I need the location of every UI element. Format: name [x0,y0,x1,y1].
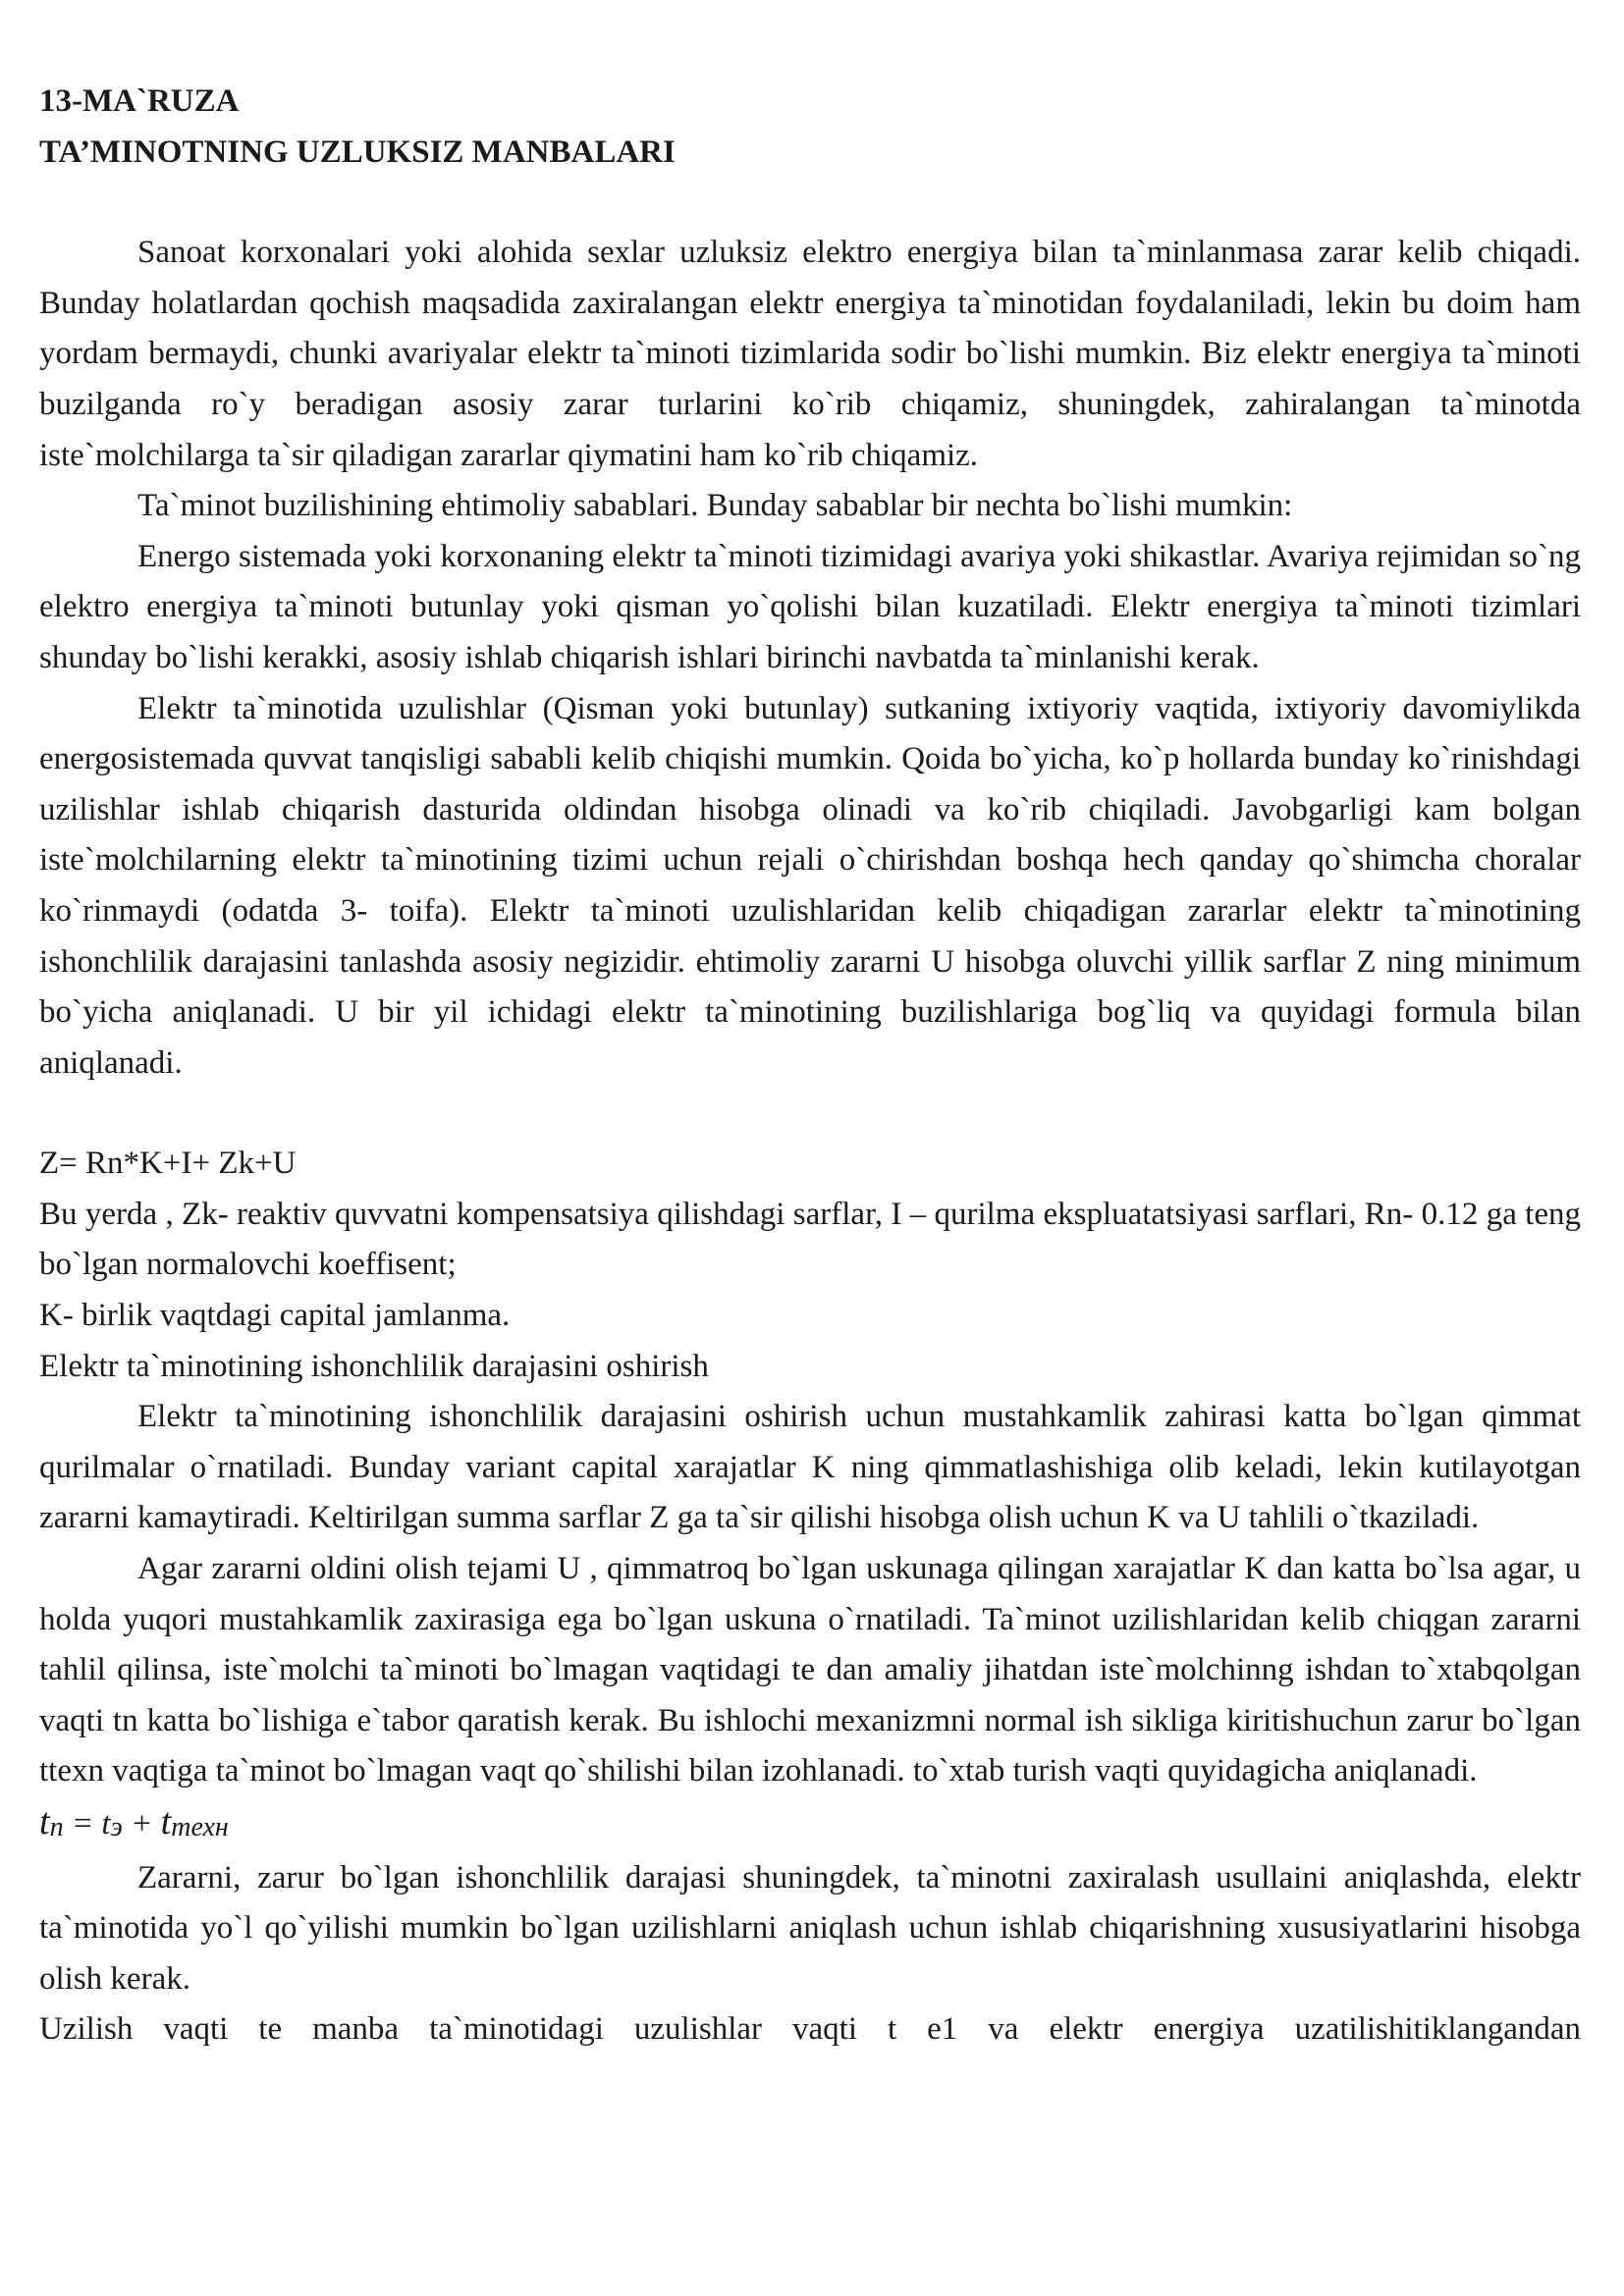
paragraph-interruption-time: Uzilish vaqti te manba ta`minotidagi uzulishlar vaqti t e1 va elektr energiya uzatilishitiklangandan [39,2011,1581,2048]
lecture-number: 13-MA`RUZA [39,83,240,119]
paragraph-savings: Agar zararni oldini olish tejami U , qimmatroq bo`lgan uskunaga qilingan xarajatlar K dan katta bo`lsa agar, u holda yuqori mustahkamlik zaxirasiga ega bo`lgan uskuna o`rnatiladi. Ta`minot uzilishlaridan kelib chiqgan zararni tahlil qilinsa, iste`molchi ta`minoti bo`lmagan vaqtidagi te dan amaliy jihatdan iste`molchinng ishdan to`xtabqolgan vaqti tn katta bo`lishiga e`tabor qaratish kerak. Bu ishlochi mexanizmni normal ish sikliga kiritishuchun zarur bo`lgan ttexn vaqtiga ta`minot bo`lmagan vaqt qo`shilishi bilan izohlanadi. to`xtab turish vaqti quyidagicha aniqlanadi. [39,1551,1581,1789]
formula-downtime: $t_n = t_э + t_{техн}$ [39,1801,229,1842]
paragraph-causes: Ta`minot buzilishining ehtimoliy sabablari. Bunday sabablar bir nechta bo`lishi mumkin: [137,488,1293,524]
paragraph-intro: Sanoat korxonalari yoki alohida sexlar uzluksiz elektro energiya bilan ta`minlanmasa zarar kelib chiqadi. Bunday holatlardan qochish maqsadida zaxiralangan elektr energiya ta`minotidan foydalaniladi, lekin bu doim ham yordam bermaydi, chunki avariyalar elektr ta`minoti tizimlarida sodir bo`lishi mumkin. Biz elektr energiya ta`minoti buzilganda ro`y beradigan asosiy zarar turlarini ko`rib chiqamiz, shuningdek, zahiralangan ta`minotda iste`molchilarga ta`sir qiladigan zararlar qiymatini ham ko`rib chiqamiz. [39,235,1581,473]
paragraph-energo-system: Energo sistemada yoki korxonaning elektr ta`minoti tizimidagi avariya yoki shikastlar. Avariya rejimidan so`ng elektro energiya ta`minoti butunlay yoki qisman yo`qolishi bilan kuzatiladi. Elektr energiya ta`minoti tizimlari shunday bo`lishi kerakki, asosiy ishlab chiqarish ishlari birinchi navbatda ta`minlanishi kerak. [39,538,1581,675]
formula-annual-costs: Z= Rn*K+I+ Zk+U [39,1146,297,1182]
paragraph-capital: K- birlik vaqtdagi capital jamlanma. [39,1298,511,1334]
paragraph-interruptions: Elektr ta`minotida uzulishlar (Qisman yoki butunlay) sutkaning ixtiyoriy vaqtida, ixtiyoriy davomiylikda energosistemada quvvat tanqisligi sababli kelib chiqishi mumkin. Qoida bo`yicha, ko`p hollarda bunday ko`rinishdagi uzilishlar ishlab chiqarish dasturida oldindan hisobga olinadi va ko`rib chiqiladi. Javobgarligi kam bolgan iste`molchilarning elektr ta`minotining tizimi uchun rejali o`chirishdan boshqa hech qanday qo`shimcha choralar ko`rinmaydi (odatda 3- toifa). Elektr ta`minoti uzulishlaridan kelib chiqadigan zararlar elektr ta`minotining ishonchlilik darajasini tanlashda asosiy negizidir. ehtimoliy zararni U hisobga oluvchi yillik sarflar Z ning minimum bo`yicha aniqlanadi. U bir yil ichidagi elektr ta`minotining buzilishlariga bog`liq va quyidagi formula bilan aniqlanadi. [39,690,1581,1081]
paragraph-damage-analysis: Zararni, zarur bo`lgan ishonchlilik darajasi shuningdek, ta`minotni zaxiralash usullaini aniqlashda, elektr ta`minotida yo`l qo`yilishi mumkin bo`lgan uzilishlarni aniqlash uchun ishlab chiqarishning xususiyatlarini hisobga olish kerak. [39,1859,1581,1997]
lecture-title: TA’MINOTNING UZLUKSIZ MANBALARI [39,133,676,170]
paragraph-reliability: Elektr ta`minotining ishonchlilik darajasini oshirish uchun mustahkamlik zahirasi katta bo`lgan qimmat qurilmalar o`rnatiladi. Bunday variant capital xarajatlar K ning qimmatlashishiga olib keladi, lekin kutilayotgan zararni kamaytiradi. Keltirilgan summa sarflar Z ga ta`sir qilishi hisobga olish uchun K va U tahlili o`tkaziladi. [39,1399,1581,1536]
section-heading-reliability: Elektr ta`minotining ishonchlilik darajasini oshirish [39,1348,709,1384]
document-page [39,77,1581,2056]
paragraph-definitions: Bu yerda , Zk- reaktiv quvvatni kompensatsiya qilishdagi sarflar, I – qurilma ekspluatatsiyasi sarflari, Rn- 0.12 ga teng bo`lgan normalovchi koeffisent; [39,1196,1581,1283]
